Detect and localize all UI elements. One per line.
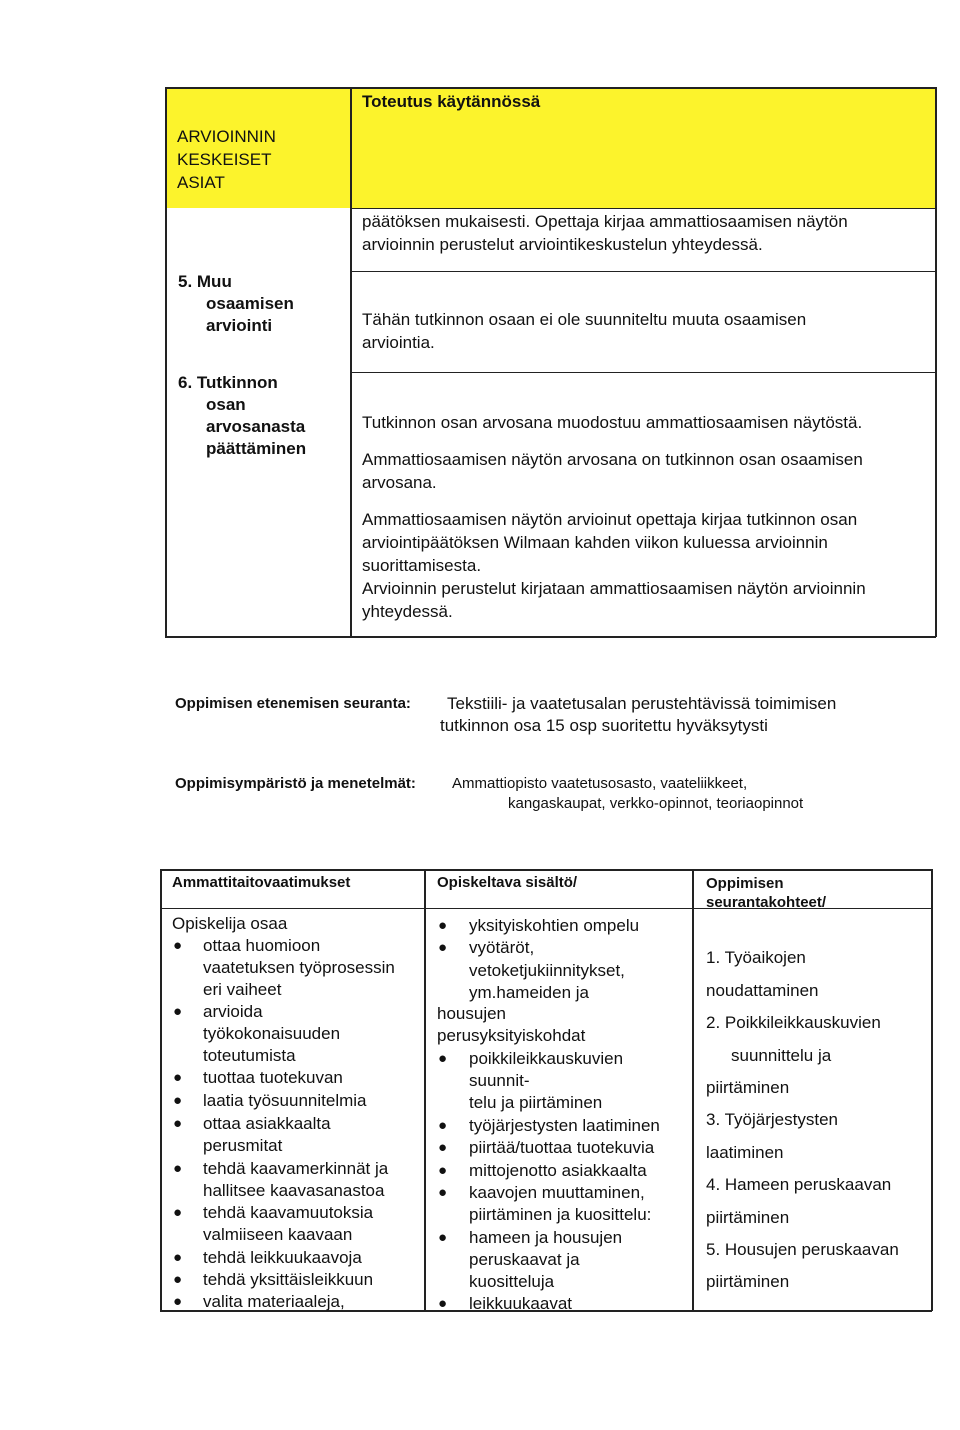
bullet-icon: ● [438,1139,448,1156]
bullet-icon: ● [438,1117,448,1134]
col1-item: valita materiaaleja, [203,1292,345,1311]
bullet-icon: ● [173,1115,183,1132]
col1-item: tehdä kaavamuutoksia [203,1203,374,1222]
col1-item: tehdä yksittäisleikkuun [203,1270,374,1289]
col1-item: ottaa asiakkaalta [203,1114,331,1133]
bullet-icon: ● [173,1271,183,1288]
learning-environment-text: Ammattiopisto vaatetusosasto, vaateliikkeet, [452,775,748,792]
col2-item: poikkileikkauskuvien [469,1049,624,1068]
row6-paragraph: arvosana. [362,473,437,492]
row5-text: Tähän tutkinnon osaan ei ole suunniteltu muuta osaamisen [362,310,807,329]
learning-environment-text: kangaskaupat, verkko-opinnot, teoriaopinnot [508,795,804,812]
col1-item: laatia työsuunnitelmia [203,1091,367,1110]
row6-paragraph: yhteydessä. [362,602,453,621]
col1-intro: Opiskelija osaa [172,914,288,933]
col3-item: piirtäminen [706,1272,790,1291]
col3-item: 5. Housujen peruskaavan [706,1240,899,1259]
bullet-icon: ● [438,1295,448,1312]
bullet-icon: ● [173,1069,183,1086]
col2-item: ym.hameiden ja [469,983,590,1002]
column-header: Ammattitaitovaatimukset [172,874,351,891]
col1-item: työkokonaisuuden [203,1024,341,1043]
column-header: Oppimisen [706,875,784,892]
row6-label: osan [206,395,246,414]
row6-label: päättäminen [206,439,307,458]
col1-item: tehdä leikkuukaavoja [203,1248,362,1267]
col2-item: yksityiskohtien ompelu [469,916,640,935]
col3-item: 3. Työjärjestysten [706,1110,838,1129]
col2-item: kuositteluja [469,1272,555,1291]
col2-item: vyötäröt, [469,938,535,957]
row6-paragraph: Ammattiosaamisen näytön arvosana on tutkinnon osan osaamisen [362,450,863,469]
bullet-icon: ● [173,1249,183,1266]
row6-paragraph: arviointipäätöksen Wilmaan kahden viikon kuluessa arvioinnin [362,533,828,552]
left-header-line: ASIAT [177,173,225,192]
col2-item: suunnit- [469,1071,530,1090]
col1-item: ottaa huomioon [203,936,321,955]
progress-tracking-text: tutkinnon osa 15 osp suoritettu hyväksytysti [440,716,768,735]
row6-label: 6. Tutkinnon [178,373,278,392]
col1-item: eri vaiheet [203,980,282,999]
bullet-icon: ● [438,1184,448,1201]
col3-item: suunnittelu ja [731,1046,832,1065]
bullet-icon: ● [173,937,183,954]
bullet-icon: ● [173,1160,183,1177]
col2-item: piirtäminen ja kuosittelu: [469,1205,652,1224]
col2-item: kaavojen muuttaminen, [469,1183,645,1202]
learning-environment-label: Oppimisympäristö ja menetelmät: [175,775,416,792]
col2-item: perusyksityiskohdat [437,1026,586,1045]
bullet-icon: ● [438,1050,448,1067]
left-header-line: ARVIOINNIN [177,127,276,146]
column-header: Opiskeltava sisältö/ [437,874,578,891]
bullet-icon: ● [173,1092,183,1109]
col3-item: 4. Hameen peruskaavan [706,1175,892,1194]
row6-paragraph: Ammattiosaamisen näytön arvioinut opettaja kirjaa tutkinnon osan [362,510,858,529]
col2-item: leikkuukaavat [469,1294,573,1313]
progress-tracking-text: Tekstiili- ja vaatetusalan perustehtävissä toimimisen [447,694,837,713]
col2-item: vetoketjukiinnitykset, [469,961,625,980]
bullet-icon: ● [173,1003,183,1020]
col2-item: mittojenotto asiakkaalta [469,1161,647,1180]
col1-item: tuottaa tuotekuvan [203,1068,343,1087]
col2-item: piirtää/tuottaa tuotekuvia [469,1138,655,1157]
right-header-title: Toteutus käytännössä [362,92,541,111]
col1-item: perusmitat [203,1136,283,1155]
row6-paragraph: Arvioinnin perustelut kirjataan ammattiosaamisen näytön arvioinnin [362,579,866,598]
col3-item: 2. Poikkileikkauskuvien [706,1013,881,1032]
row5-label: 5. Muu [178,272,232,291]
continuation-line: arvioinnin perustelut arviointikeskustelun yhteydessä. [362,235,763,254]
col1-item: toteutumista [203,1046,296,1065]
row6-paragraph: Tutkinnon osan arvosana muodostuu ammattiosaamisen näytöstä. [362,413,863,432]
bullet-icon: ● [438,917,448,934]
left-header-line: KESKEISET [177,150,272,169]
col2-item: työjärjestysten laatiminen [469,1116,660,1135]
row5-label: osaamisen [206,294,294,313]
bullet-icon: ● [173,1293,183,1310]
col3-item: noudattaminen [706,981,819,1000]
bullet-icon: ● [173,1204,183,1221]
row6-label: arvosanasta [206,417,306,436]
continuation-line: päätöksen mukaisesti. Opettaja kirjaa ammattiosaamisen näytön [362,212,848,231]
col1-item: tehdä kaavamerkinnät ja [203,1159,389,1178]
col3-item: laatiminen [706,1143,784,1162]
row5-label: arviointi [206,316,273,335]
col2-item: telu ja piirtäminen [469,1093,603,1112]
col1-item: arvioida [203,1002,263,1021]
col1-item: hallitsee kaavasanastoa [203,1181,385,1200]
col3-item: piirtäminen [706,1078,790,1097]
progress-tracking-label: Oppimisen etenemisen seuranta: [175,695,411,712]
col2-item: peruskaavat ja [469,1250,580,1269]
row5-text: arviointia. [362,333,435,352]
col3-item: 1. Työaikojen [706,948,806,967]
col1-item: vaatetuksen työprosessin [203,958,395,977]
col1-item: valmiiseen kaavaan [203,1225,353,1244]
col3-item: piirtäminen [706,1208,790,1227]
bullet-icon: ● [438,1162,448,1179]
col2-item: housujen [437,1004,507,1023]
bullet-icon: ● [438,939,448,956]
row6-paragraph: suorittamisesta. [362,556,482,575]
bullet-icon: ● [438,1229,448,1246]
col2-item: hameen ja housujen [469,1228,623,1247]
column-header: seurantakohteet/ [706,894,827,911]
